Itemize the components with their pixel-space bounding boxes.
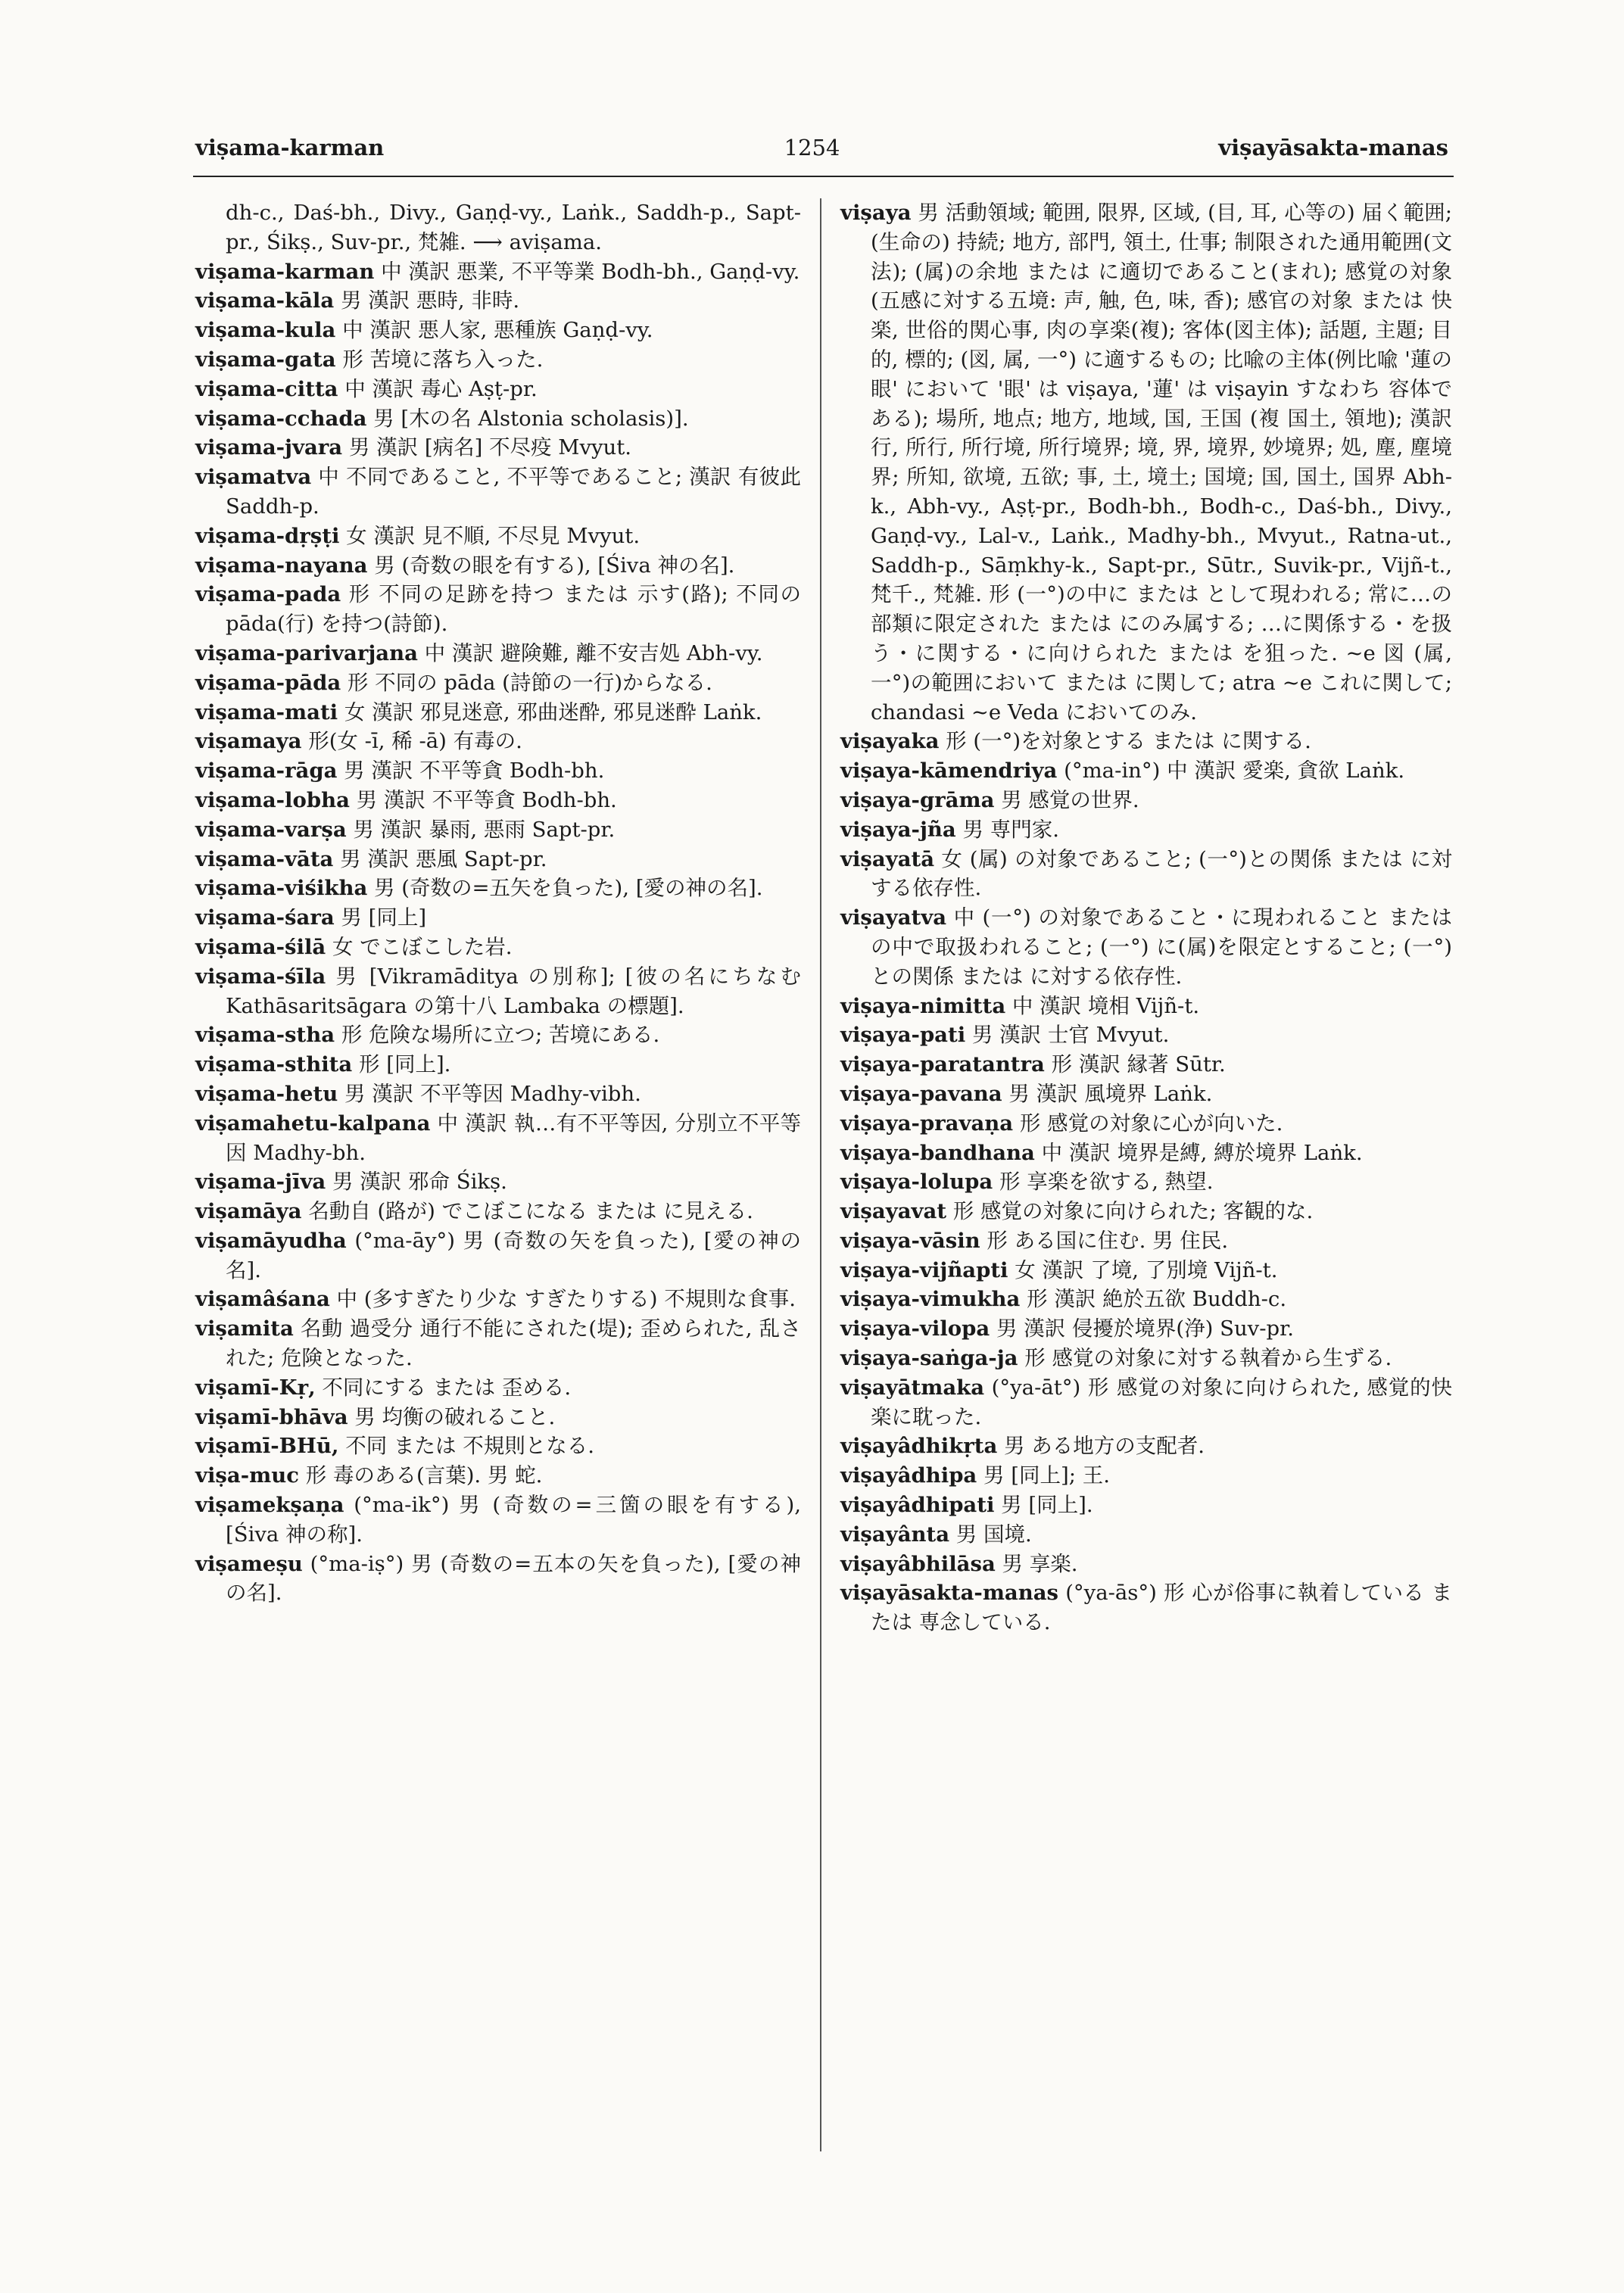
headword: viṣama-parivarjana	[195, 640, 418, 665]
headword: viṣayāsakta-manas	[840, 1581, 1059, 1606]
definition: 中 漢訳 避険難, 離不安吉処 Abh-vy.	[424, 640, 763, 665]
running-header	[0, 135, 1624, 173]
dictionary-entry	[195, 580, 801, 639]
definition: 名動 過受分 通行不能にされた(堤); 歪められた, 乱された; 危険となった.	[226, 1316, 801, 1371]
dictionary-entry	[195, 316, 801, 345]
headword: viṣama-varṣa	[195, 817, 347, 842]
definition: 男 感覚の世界.	[1001, 787, 1139, 812]
headword: viṣaya-vimukha	[840, 1287, 1021, 1312]
headword: viṣayâdhipati	[840, 1493, 995, 1518]
dictionary-entry	[195, 1432, 801, 1461]
definition: 男 漢訳 邪命 Śikṣ.	[332, 1170, 507, 1195]
definition: 形 (一°)を対象とする または に関する.	[946, 729, 1311, 754]
definition: 形 感覚の対象に対する執着から生ずる.	[1024, 1346, 1392, 1371]
headword: viṣayatā	[840, 846, 935, 871]
headword: viṣama-jvara	[195, 435, 343, 460]
dictionary-entry	[840, 1139, 1452, 1168]
dictionary-entry	[840, 727, 1452, 756]
headword: viṣaya-pravaṇa	[840, 1111, 1014, 1136]
definition: 形 苦境に落ち入った.	[342, 347, 544, 372]
definition: (°ya-ās°) 形 心が俗事に執着している または 専念している.	[871, 1581, 1452, 1635]
headword: viṣama-cchada	[195, 406, 367, 431]
dictionary-entry	[840, 1461, 1452, 1491]
headword: viṣama-karman	[195, 259, 375, 284]
dictionary-entry	[840, 1373, 1452, 1432]
definition: 形 感覚の対象に向けられた; 客観的な.	[952, 1199, 1314, 1224]
definition: 不同にする または 歪める.	[322, 1375, 572, 1400]
dictionary-entry	[195, 1403, 801, 1432]
definition: (°ma-ik°) 男 (奇数の=三箇の眼を有する), [Śiva 神の称].	[226, 1493, 801, 1547]
definition: 男 漢訳 不平等貪 Bodh-bh.	[344, 759, 605, 784]
definition: 男 漢訳 士官 Mvyut.	[971, 1023, 1170, 1048]
dictionary-entry	[195, 727, 801, 756]
headword: viṣayâbhilāsa	[840, 1551, 996, 1576]
headword: viṣamāyudha	[195, 1228, 347, 1253]
definition: 中 漢訳 境界是縛, 縛於境界 Laṅk.	[1041, 1140, 1363, 1165]
dictionary-entry	[840, 845, 1452, 904]
definition: 女 (属) の対象であること; (一°)との関係 または に対する依存性.	[871, 846, 1453, 901]
definition: 形 漢訳 縁著 Sūtr.	[1051, 1052, 1226, 1077]
headword: viṣameṣu	[195, 1551, 303, 1576]
headword: viṣama-pada	[195, 582, 341, 607]
headword: viṣama-lobha	[195, 787, 350, 812]
headword: viṣaya-lolupa	[840, 1170, 993, 1195]
dictionary-entry	[195, 551, 801, 581]
headword: viṣama-pāda	[195, 670, 341, 695]
dictionary-entry	[195, 903, 801, 933]
headword: viṣayâdhipa	[840, 1463, 977, 1488]
dictionary-entry	[840, 1197, 1452, 1226]
dictionary-entry	[195, 1050, 801, 1080]
headword: viṣa-muc	[195, 1463, 299, 1488]
dictionary-entry	[195, 1550, 801, 1609]
headword: viṣama-kula	[195, 318, 336, 343]
headword: viṣaya-grāma	[840, 787, 995, 812]
left-column	[195, 198, 801, 1608]
definition: 女 漢訳 見不順, 不尽見 Mvyut.	[346, 523, 641, 548]
definition: 男 漢訳 [病名] 不尽疫 Mvyut.	[348, 435, 632, 460]
definition: 男 [Vikramāditya の別称]; [彼の名にちなむ Kathāsaritsāgara の第十八 Lambaka の標題].	[226, 964, 801, 1018]
dictionary-entry	[840, 1520, 1452, 1550]
header-left-guide-word: viṣama-karman	[195, 135, 385, 160]
headword: viṣama-citta	[195, 376, 338, 401]
headword: viṣaya-kāmendriya	[840, 759, 1058, 784]
headword: viṣamaya	[195, 729, 302, 754]
dictionary-entry	[195, 522, 801, 551]
dictionary-entry	[195, 286, 801, 316]
headword: viṣama-gata	[195, 347, 336, 372]
headword: viṣama-kāla	[195, 288, 335, 313]
dictionary-entry	[195, 345, 801, 375]
definition: 男 専門家.	[962, 817, 1059, 842]
headword: viṣayatva	[840, 905, 947, 930]
dictionary-entry	[840, 1491, 1452, 1520]
dictionary-entry	[195, 1491, 801, 1550]
headword: viṣama-rāga	[195, 759, 338, 784]
definition: 男 活動領域; 範囲, 限界, 区域, (目, 耳, 心等の) 届く範囲; (生命の) 持続; 地方, 部門, 領土, 仕事; 制限された通用範囲(文法); (属)の余地 または に適切であること(まれ); 感覚の対象 (五感に対する五境: 声, 触, 色, 味, 香); 感官の対象 または 快楽, 世俗的関心事, 肉の享楽(複); 客体(図主体); 話題, 主題; 目的, 標的; (図, 属, 一°) に適するもの; 比喩の主体(例比喩 '蓮の眼' において '眼' は viṣaya, '蓮' は viṣayin すなわち 容体である); 場所, 地点; 地方, 地域, 国, 王国 (複 国土, 領地); 漢訳 行, 所行, 所行境, 所行境界; 境, 界, 境界, 妙境界; 処, 塵, 塵境界; 所知, 欲境, 五欲; 事, 土, 境土; 国境; 国, 国土, 国界 Abh-k., Abh-vy., Aṣṭ-pr., Bodh-bh., Bodh-c., Daś-bh., Divy., Gaṇḍ-vy., Lal-v., Laṅk., Madhy-bh., Mvyut., Ratna-ut., Saddh-p., Sāṃkhy-k., Sapt-pr., Sūtr., Suvik-pr., Vijñ-t., 梵千., 梵雑. 形 (一°)の中に または として現われる; 常に…の部類に限定された または にのみ属する; …に関係する・を扱う・に関する・に向けられた または を狙った. ~e 図 (属, 一°)の範囲において または に関して; atra ~e これに関して; chandasi ~e Veda においてのみ.	[871, 201, 1452, 724]
dictionary-entry	[840, 815, 1452, 845]
dictionary-entry	[195, 786, 801, 815]
definition: 男 ある地方の支配者.	[1004, 1434, 1205, 1459]
definition: 名動自 (路が) でこぼこになる または に見える.	[308, 1199, 753, 1224]
dictionary-entry	[840, 1550, 1452, 1579]
dictionary-entry	[195, 874, 801, 903]
dictionary-entry	[840, 1432, 1452, 1461]
headword: viṣama-viśikha	[195, 876, 368, 901]
dictionary-entry	[195, 1080, 801, 1109]
headword: viṣaya-vāsin	[840, 1228, 980, 1253]
column-divider	[820, 198, 821, 2151]
dictionary-entry	[840, 1344, 1452, 1373]
headword: viṣamita	[195, 1316, 294, 1341]
definition: 男 [同上]	[341, 905, 427, 930]
dictionary-entry	[840, 1020, 1452, 1050]
headword: viṣama-stha	[195, 1023, 335, 1048]
definition: 女 漢訳 邪見迷意, 邪曲迷酔, 邪見迷酔 Laṅk.	[344, 699, 762, 724]
dictionary-entry	[840, 903, 1452, 991]
headword: viṣamâśana	[195, 1287, 330, 1312]
definition: 形 不同の足跡を持つ または 示す(路); 不同の pāda(行) を持つ(詩節).	[226, 582, 802, 637]
headword: viṣamahetu-kalpana	[195, 1111, 431, 1136]
dictionary-entry	[195, 1109, 801, 1168]
dictionary-entry	[195, 375, 801, 404]
dictionary-entry	[195, 1314, 801, 1373]
headword: viṣaya-pati	[840, 1023, 966, 1048]
headword: viṣaya-saṅga-ja	[840, 1346, 1018, 1371]
definition: 中 不同であること, 不平等であること; 漢訳 有彼此 Saddh-p.	[226, 465, 801, 519]
dictionary-entry	[195, 257, 801, 287]
dictionary-entry	[195, 815, 801, 845]
definition: 中 漢訳 執…有不平等因, 分別立不平等因 Madhy-bh.	[226, 1111, 802, 1165]
definition: 男 (奇数の=五矢を負った), [愛の神の名].	[374, 876, 763, 901]
dictionary-entry	[840, 756, 1452, 786]
dictionary-entry	[840, 1578, 1452, 1637]
definition: (°ma-iṣ°) 男 (奇数の=五本の矢を負った), [愛の神の名].	[226, 1551, 801, 1606]
dictionary-entry	[840, 1080, 1452, 1109]
headword: viṣaya-jña	[840, 817, 956, 842]
headword: viṣaya-paratantra	[840, 1052, 1045, 1077]
headword: viṣama-mati	[195, 699, 338, 724]
headword: viṣama-sthita	[195, 1052, 353, 1077]
dictionary-entry	[195, 1461, 801, 1491]
definition: 形 毒のある(言葉). 男 蛇.	[305, 1463, 543, 1488]
right-column	[840, 198, 1452, 1637]
dictionary-entry	[840, 1285, 1452, 1314]
header-right-guide-word: viṣayāsakta-manas	[1218, 135, 1448, 160]
definition: 中 漢訳 悪業, 不平等業 Bodh-bh., Gaṇḍ-vy.	[381, 259, 800, 284]
definition: 形 感覚の対象に心が向いた.	[1019, 1111, 1283, 1136]
definition: (°ma-āy°) 男 (奇数の矢を負った), [愛の神の名].	[226, 1228, 801, 1282]
dictionary-entry	[195, 1197, 801, 1226]
definition: 形 享楽を欲する, 熱望.	[999, 1170, 1214, 1195]
headword: viṣamekṣaṇa	[195, 1493, 344, 1518]
definition: 男 享楽.	[1002, 1551, 1078, 1576]
dictionary-entry	[195, 1373, 801, 1403]
dictionary-entry	[195, 962, 801, 1021]
definition: (°ya-āt°) 形 感覚の対象に向けられた, 感覚的快楽に耽った.	[871, 1375, 1452, 1429]
definition: 形 [同上].	[358, 1052, 451, 1077]
definition: 中 漢訳 毒心 Aṣṭ-pr.	[344, 376, 538, 401]
definition: 中 (多すぎたり少な すぎたりする) 不規則な食事.	[336, 1287, 796, 1312]
headword: viṣama-vāta	[195, 846, 334, 871]
headword: viṣamī-Kṛ,	[195, 1375, 316, 1400]
dictionary-entry	[195, 1285, 801, 1314]
headword: viṣamāya	[195, 1199, 302, 1224]
definition: 形 危険な場所に立つ; 苦境にある.	[341, 1023, 660, 1048]
definition: 男 [木の名 Alstonia scholasis)].	[373, 406, 689, 431]
definition: 男 漢訳 悪風 Sapt-pr.	[340, 846, 547, 871]
dictionary-entry	[195, 463, 801, 522]
dictionary-entry	[195, 668, 801, 698]
headword: viṣayaka	[840, 729, 940, 754]
dictionary-entry	[840, 1050, 1452, 1080]
page-number: 1254	[784, 135, 840, 160]
headword: viṣaya	[840, 201, 912, 225]
definition: 形 ある国に住む. 男 住民.	[987, 1228, 1229, 1253]
dictionary-entry	[195, 1020, 801, 1050]
headword: viṣama-śara	[195, 905, 335, 930]
definition: 男 漢訳 悪時, 非時.	[340, 288, 520, 313]
headword: viṣama-dṛṣṭi	[195, 523, 340, 548]
headword: viṣama-jīva	[195, 1170, 326, 1195]
dictionary-entry	[840, 1109, 1452, 1139]
dictionary-entry	[195, 698, 801, 727]
headword: viṣama-hetu	[195, 1081, 338, 1106]
continued-entry: dh-c., Daś-bh., Divy., Gaṇḍ-vy., Laṅk., Saddh-p., Sapt-pr., Śikṣ., Suv-pr., 梵雑. ⟶ aviṣama.	[226, 201, 801, 254]
definition: 男 漢訳 不平等貪 Bodh-bh.	[356, 787, 617, 812]
headword: viṣamī-BHū,	[195, 1434, 339, 1459]
dictionary-entry	[840, 198, 1452, 727]
headword: viṣaya-pavana	[840, 1081, 1002, 1106]
dictionary-entry	[195, 404, 801, 434]
headword: viṣamī-bhāva	[195, 1404, 348, 1429]
headword: viṣama-śīla	[195, 964, 326, 989]
definition: 女 漢訳 了境, 了別境 Vijñ-t.	[1015, 1257, 1278, 1282]
headword: viṣaya-vilopa	[840, 1316, 990, 1341]
headword: viṣamatva	[195, 465, 312, 490]
dictionary-entry	[195, 756, 801, 786]
dictionary-entry	[840, 786, 1452, 815]
definition: 中 漢訳 悪人家, 悪種族 Gaṇḍ-vy.	[342, 318, 653, 343]
dictionary-entry	[195, 1226, 801, 1285]
definition: 男 漢訳 暴雨, 悪雨 Sapt-pr.	[353, 817, 616, 842]
definition: 男 (奇数の眼を有する), [Śiva 神の名].	[374, 553, 735, 578]
headword: viṣaya-bandhana	[840, 1140, 1035, 1165]
dictionary-entry	[840, 1256, 1452, 1285]
definition: 形 不同の pāda (詩節の一行)からなる.	[347, 670, 712, 695]
headword: viṣayânta	[840, 1522, 950, 1547]
headword: viṣaya-vijñapti	[840, 1257, 1008, 1282]
definition: 男 漢訳 風境界 Laṅk.	[1008, 1081, 1213, 1106]
headword: viṣayâdhikṛta	[840, 1434, 998, 1459]
headword: viṣama-śilā	[195, 934, 326, 959]
definition: 中 漢訳 境相 Vijñ-t.	[1011, 993, 1200, 1018]
definition: 男 均衡の破れること.	[354, 1404, 556, 1429]
dictionary-entry	[840, 1314, 1452, 1344]
definition: 男 漢訳 不平等因 Madhy-vibh.	[344, 1081, 641, 1106]
dictionary-entry	[195, 639, 801, 668]
definition: 男 国境.	[955, 1522, 1032, 1547]
dictionary-entry	[840, 1226, 1452, 1256]
definition: 男 [同上]; 王.	[983, 1463, 1110, 1488]
headword: viṣayavat	[840, 1199, 947, 1224]
dictionary-entry	[840, 992, 1452, 1021]
dictionary-entry	[195, 433, 801, 463]
headword: viṣama-nayana	[195, 553, 368, 578]
definition: 中 (一°) の対象であること・に現われること または の中で取扱われること; (一°) に(属)を限定とすること; (一°) との関係 または に対する依存性.	[871, 905, 1452, 989]
dictionary-entry	[195, 1167, 801, 1197]
definition: 女 でこぼこした岩.	[332, 934, 513, 959]
dictionary-entry	[195, 933, 801, 962]
definition: 男 [同上].	[1001, 1493, 1093, 1518]
definition: 男 漢訳 侵擾於境界(浄) Suv-pr.	[996, 1316, 1294, 1341]
definition: 形(女 -ī, 稀 -ā) 有毒の.	[308, 729, 522, 754]
definition: 不同 または 不規則となる.	[345, 1434, 594, 1459]
headword: viṣayātmaka	[840, 1375, 985, 1400]
header-rule	[193, 176, 1454, 177]
dictionary-entry	[195, 845, 801, 874]
headword: viṣaya-nimitta	[840, 993, 1006, 1018]
dictionary-entry	[840, 1167, 1452, 1197]
definition: (°ma-in°) 中 漢訳 愛楽, 貪欲 Laṅk.	[1064, 759, 1405, 784]
definition: 形 漢訳 絶於五欲 Buddh-c.	[1027, 1287, 1287, 1312]
